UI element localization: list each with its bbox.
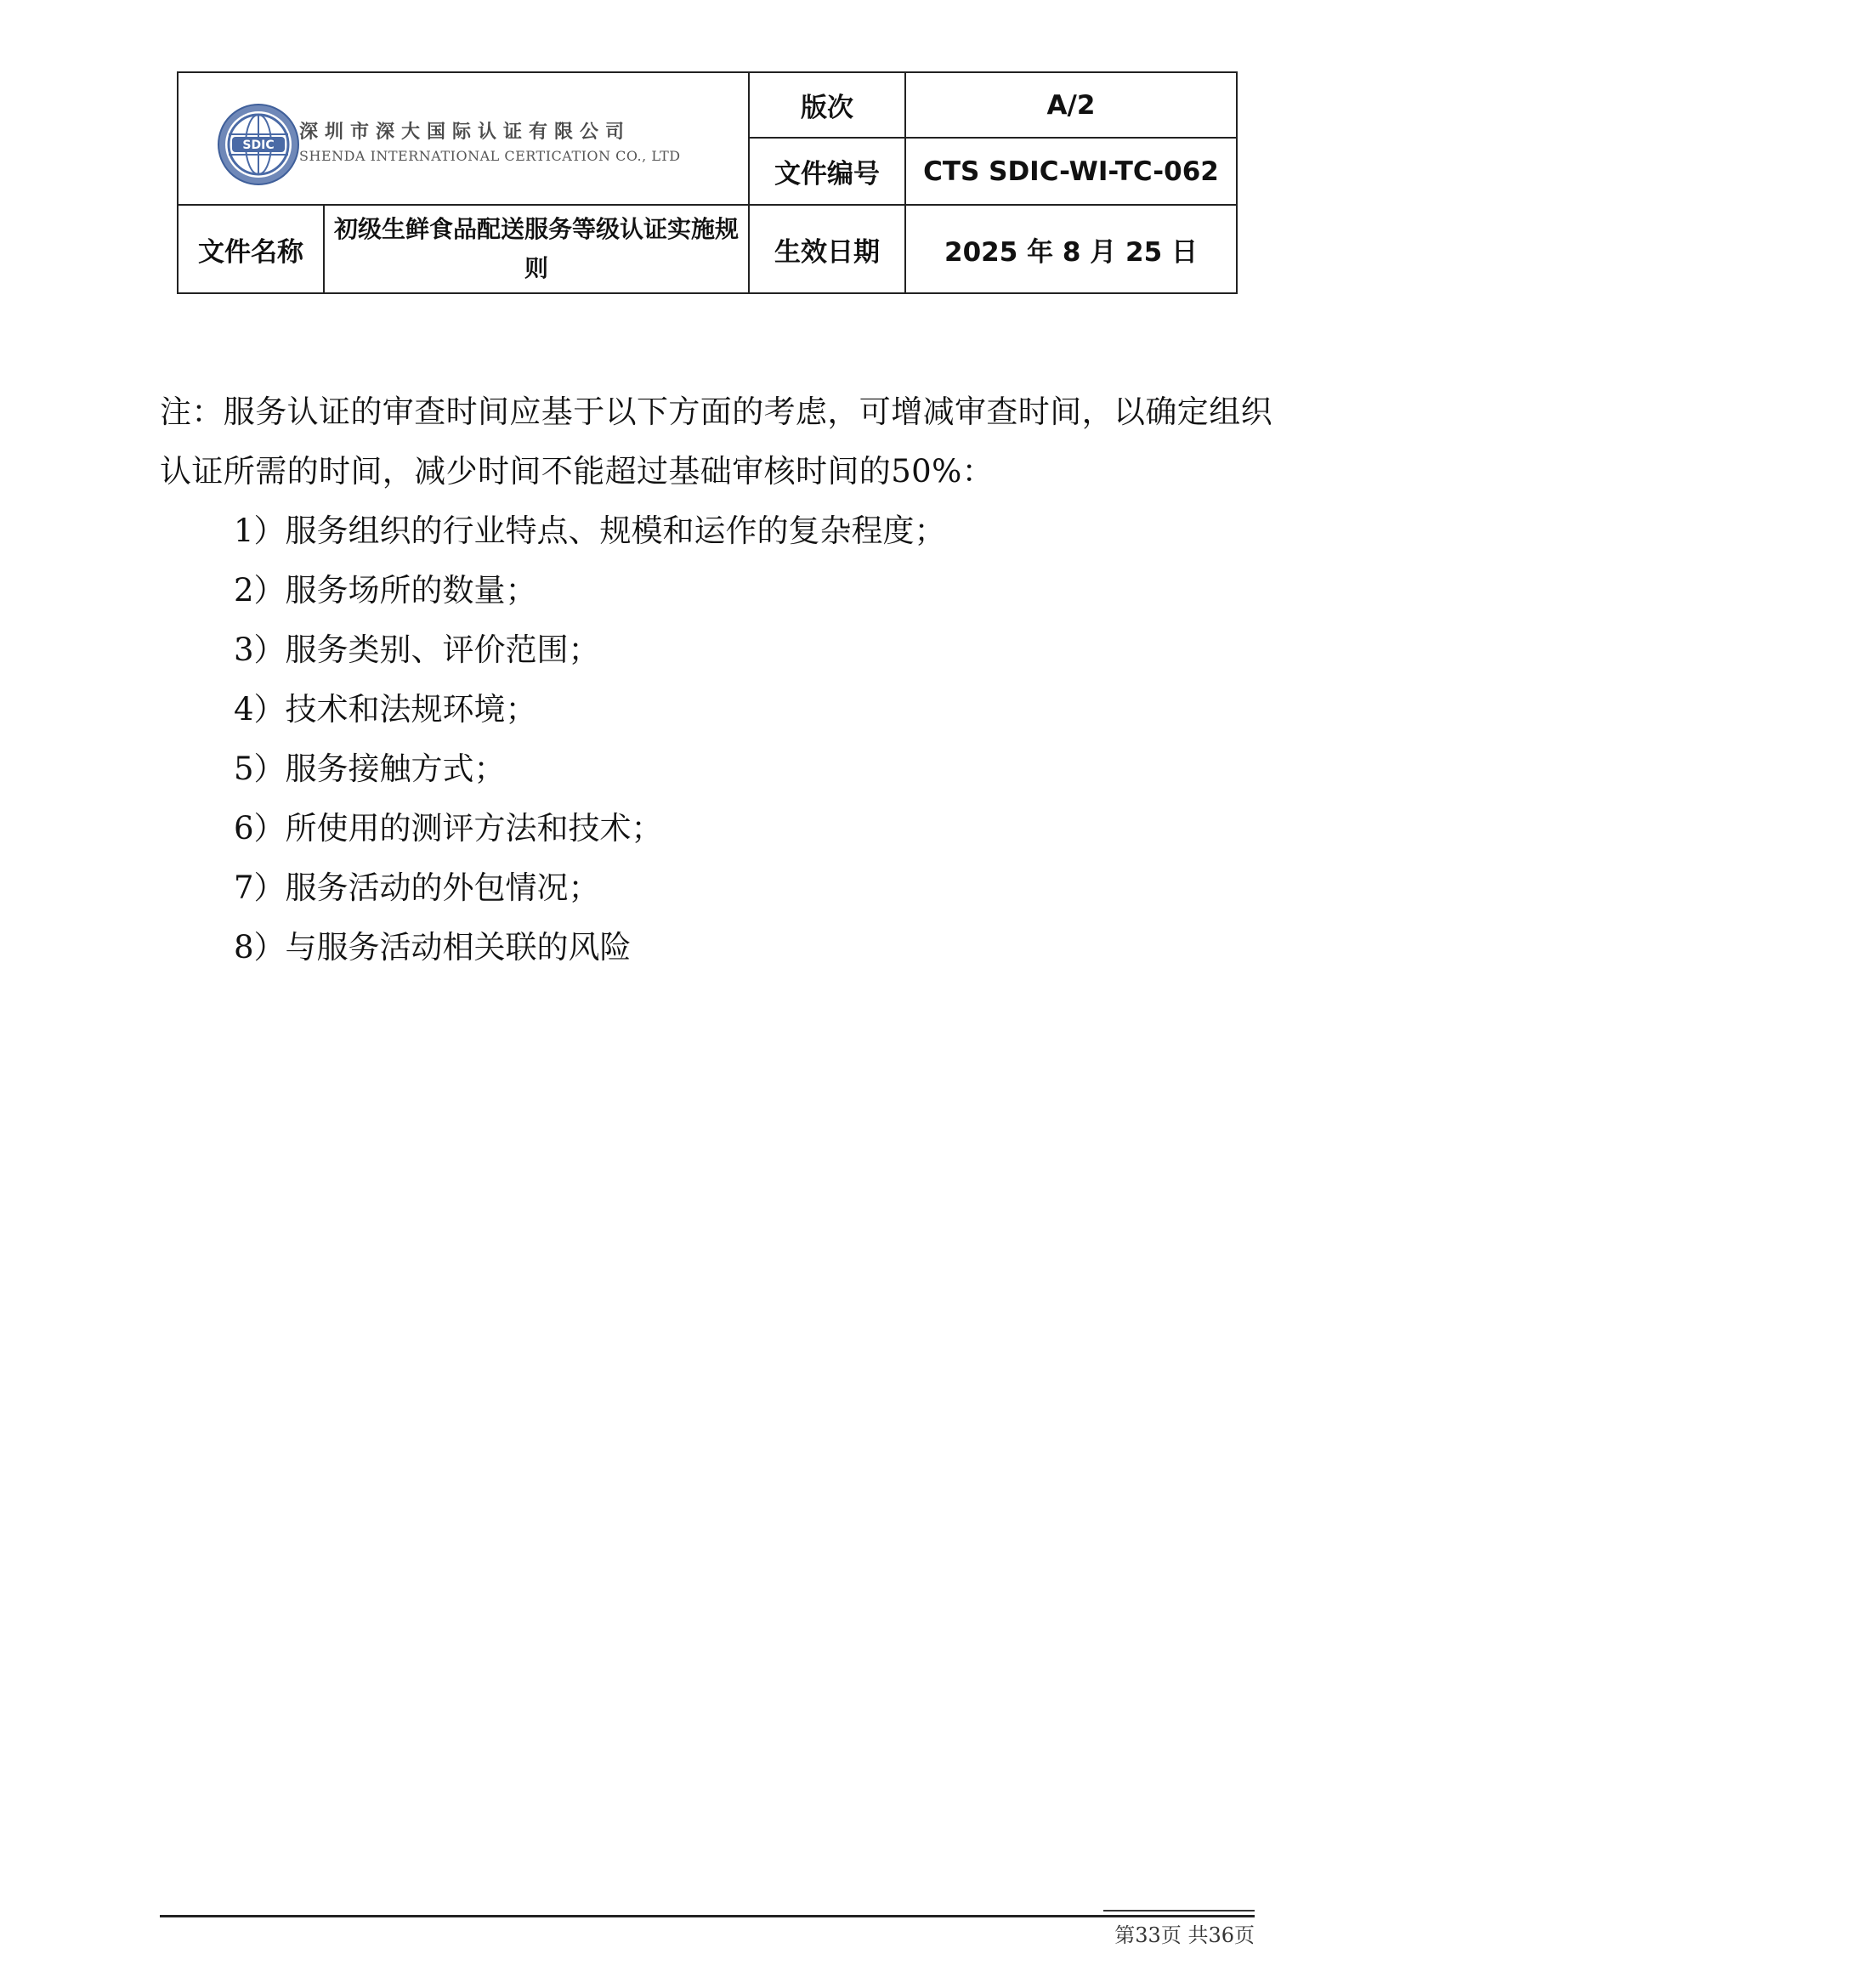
footer-divider-short bbox=[1103, 1910, 1255, 1912]
version-value: A/2 bbox=[905, 72, 1237, 138]
consideration-list bbox=[160, 501, 1282, 977]
page-number: 第33页 共36页 bbox=[1114, 1923, 1255, 1947]
doc-name-value: 初级生鲜食品配送服务等级认证实施规则 bbox=[324, 205, 749, 293]
effective-date-label: 生效日期 bbox=[749, 205, 905, 293]
company-logo-cell bbox=[178, 72, 749, 205]
document-header-table bbox=[177, 71, 1238, 294]
list-item: 7）服务活动的外包情况； bbox=[234, 869, 600, 906]
company-name-cn: 深圳市深大国际认证有限公司 bbox=[299, 121, 632, 143]
footer-divider bbox=[160, 1915, 1255, 1917]
list-item: 8）与服务活动相关联的风险 bbox=[234, 929, 632, 966]
note-paragraph: 注：服务认证的审查时间应基于以下方面的考虑，可增减审查时间，以确定组织认证所需的时间，减少时间不能超过基础审核时间的50%： bbox=[160, 394, 1272, 490]
list-item: 4）技术和法规环境； bbox=[234, 691, 537, 728]
list-item: 2）服务场所的数量； bbox=[234, 572, 537, 609]
doc-number-value: CTS SDIC-WI-TC-062 bbox=[905, 138, 1237, 205]
effective-date-value: 2025 年 8 月 25 日 bbox=[905, 205, 1237, 293]
doc-name-label: 文件名称 bbox=[178, 205, 324, 293]
list-item: 5）服务接触方式； bbox=[234, 750, 506, 787]
company-logo bbox=[216, 102, 681, 187]
document-body bbox=[160, 382, 1282, 977]
doc-number-label: 文件编号 bbox=[749, 138, 905, 205]
list-item: 1）服务组织的行业特点、规模和运作的复杂程度； bbox=[234, 513, 946, 549]
svg-text:SDIC: SDIC bbox=[242, 139, 275, 152]
company-name-en: SHENDA INTERNATIONAL CERTICATION CO., LTD bbox=[299, 148, 681, 164]
company-seal-icon bbox=[216, 102, 301, 187]
version-label: 版次 bbox=[749, 72, 905, 138]
list-item: 3）服务类别、评价范围； bbox=[234, 632, 600, 668]
list-item: 6）所使用的测评方法和技术； bbox=[234, 810, 663, 847]
